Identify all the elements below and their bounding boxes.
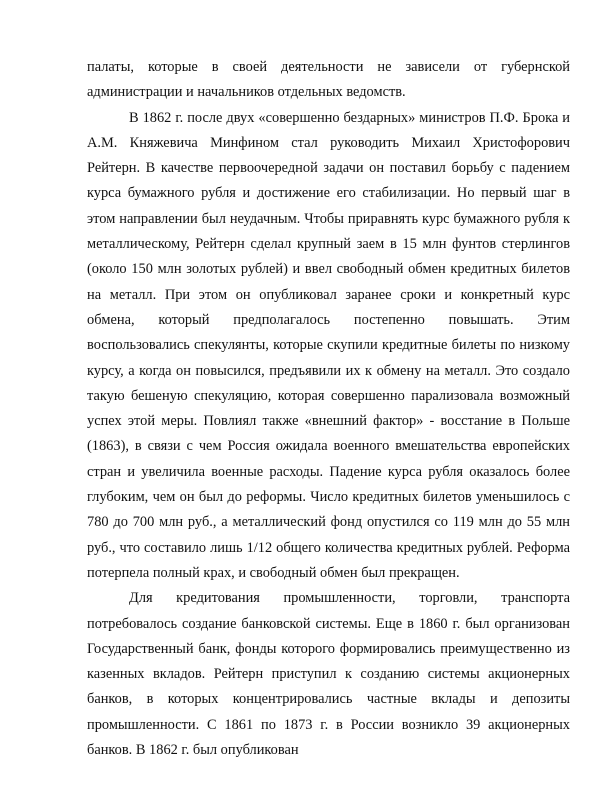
paragraph-banking-system: Для кредитования промышленности, торговли, транспорта потребовалось создание банковской системы. Еще в 1860 г. был организован Государственный банк, фонды которого формировались преимущественно из казенных вкладов. Рейтерн приступил к созданию системы акционерных банков, в которых концентрировались частные вклады и депозиты промышленности. С 1861 по 1873 г. в России возникло 39 акционерных банков. В 1862 г. был опубликован <box>87 590 570 759</box>
paragraph-continuation: палаты, которые в своей деятельности не зависели от губернской администрации и начальников отдельных ведомств. <box>87 59 570 101</box>
paragraph-reitern-reform: В 1862 г. после двух «совершенно бездарных» министров П.Ф. Брока и А.М. Княжевича Минфином стал руководить Михаил Христофорович Рейтерн. В качестве первоочередной задачи он поставил борьбу с падением курса бумажного рубля и достижение его стабилизации. Но первый шаг в этом направлении был неудачным. Чтобы приравнять курс бумажного рубля к металлическому, Рейтерн сделал крупный заем в 15 млн фунтов стерлингов (около 150 млн золотых рублей) и ввел свободный обмен кредитных билетов на металл. При этом он опубликовал заранее сроки и конкретный курс обмена, который предполагалось постепенно повышать. Этим воспользовались спекулянты, которые скупили кредитные билеты по низкому курсу, а когда он повысился, предъявили их к обмену на металл. Это создало такую бешеную спекуляцию, которая совершенно парализовала возможный успех этой меры. Повлиял также «внешний фактор» - восстание в Польше (1863), в связи с чем Россия ожидала военного вмешательства европейских стран и увеличила военные расходы. Падение курса рубля оказалось более глубоким, чем он был до реформы. Число кредитных билетов уменьшилось с 780 до 700 млн руб., а металлический фонд опустился со 119 млн до 55 млн руб., что составило лишь 1/12 общего количества кредитных рублей. Реформа потерпела полный крах, и свободный обмен был прекращен. <box>87 109 570 581</box>
body-text <box>87 55 570 763</box>
